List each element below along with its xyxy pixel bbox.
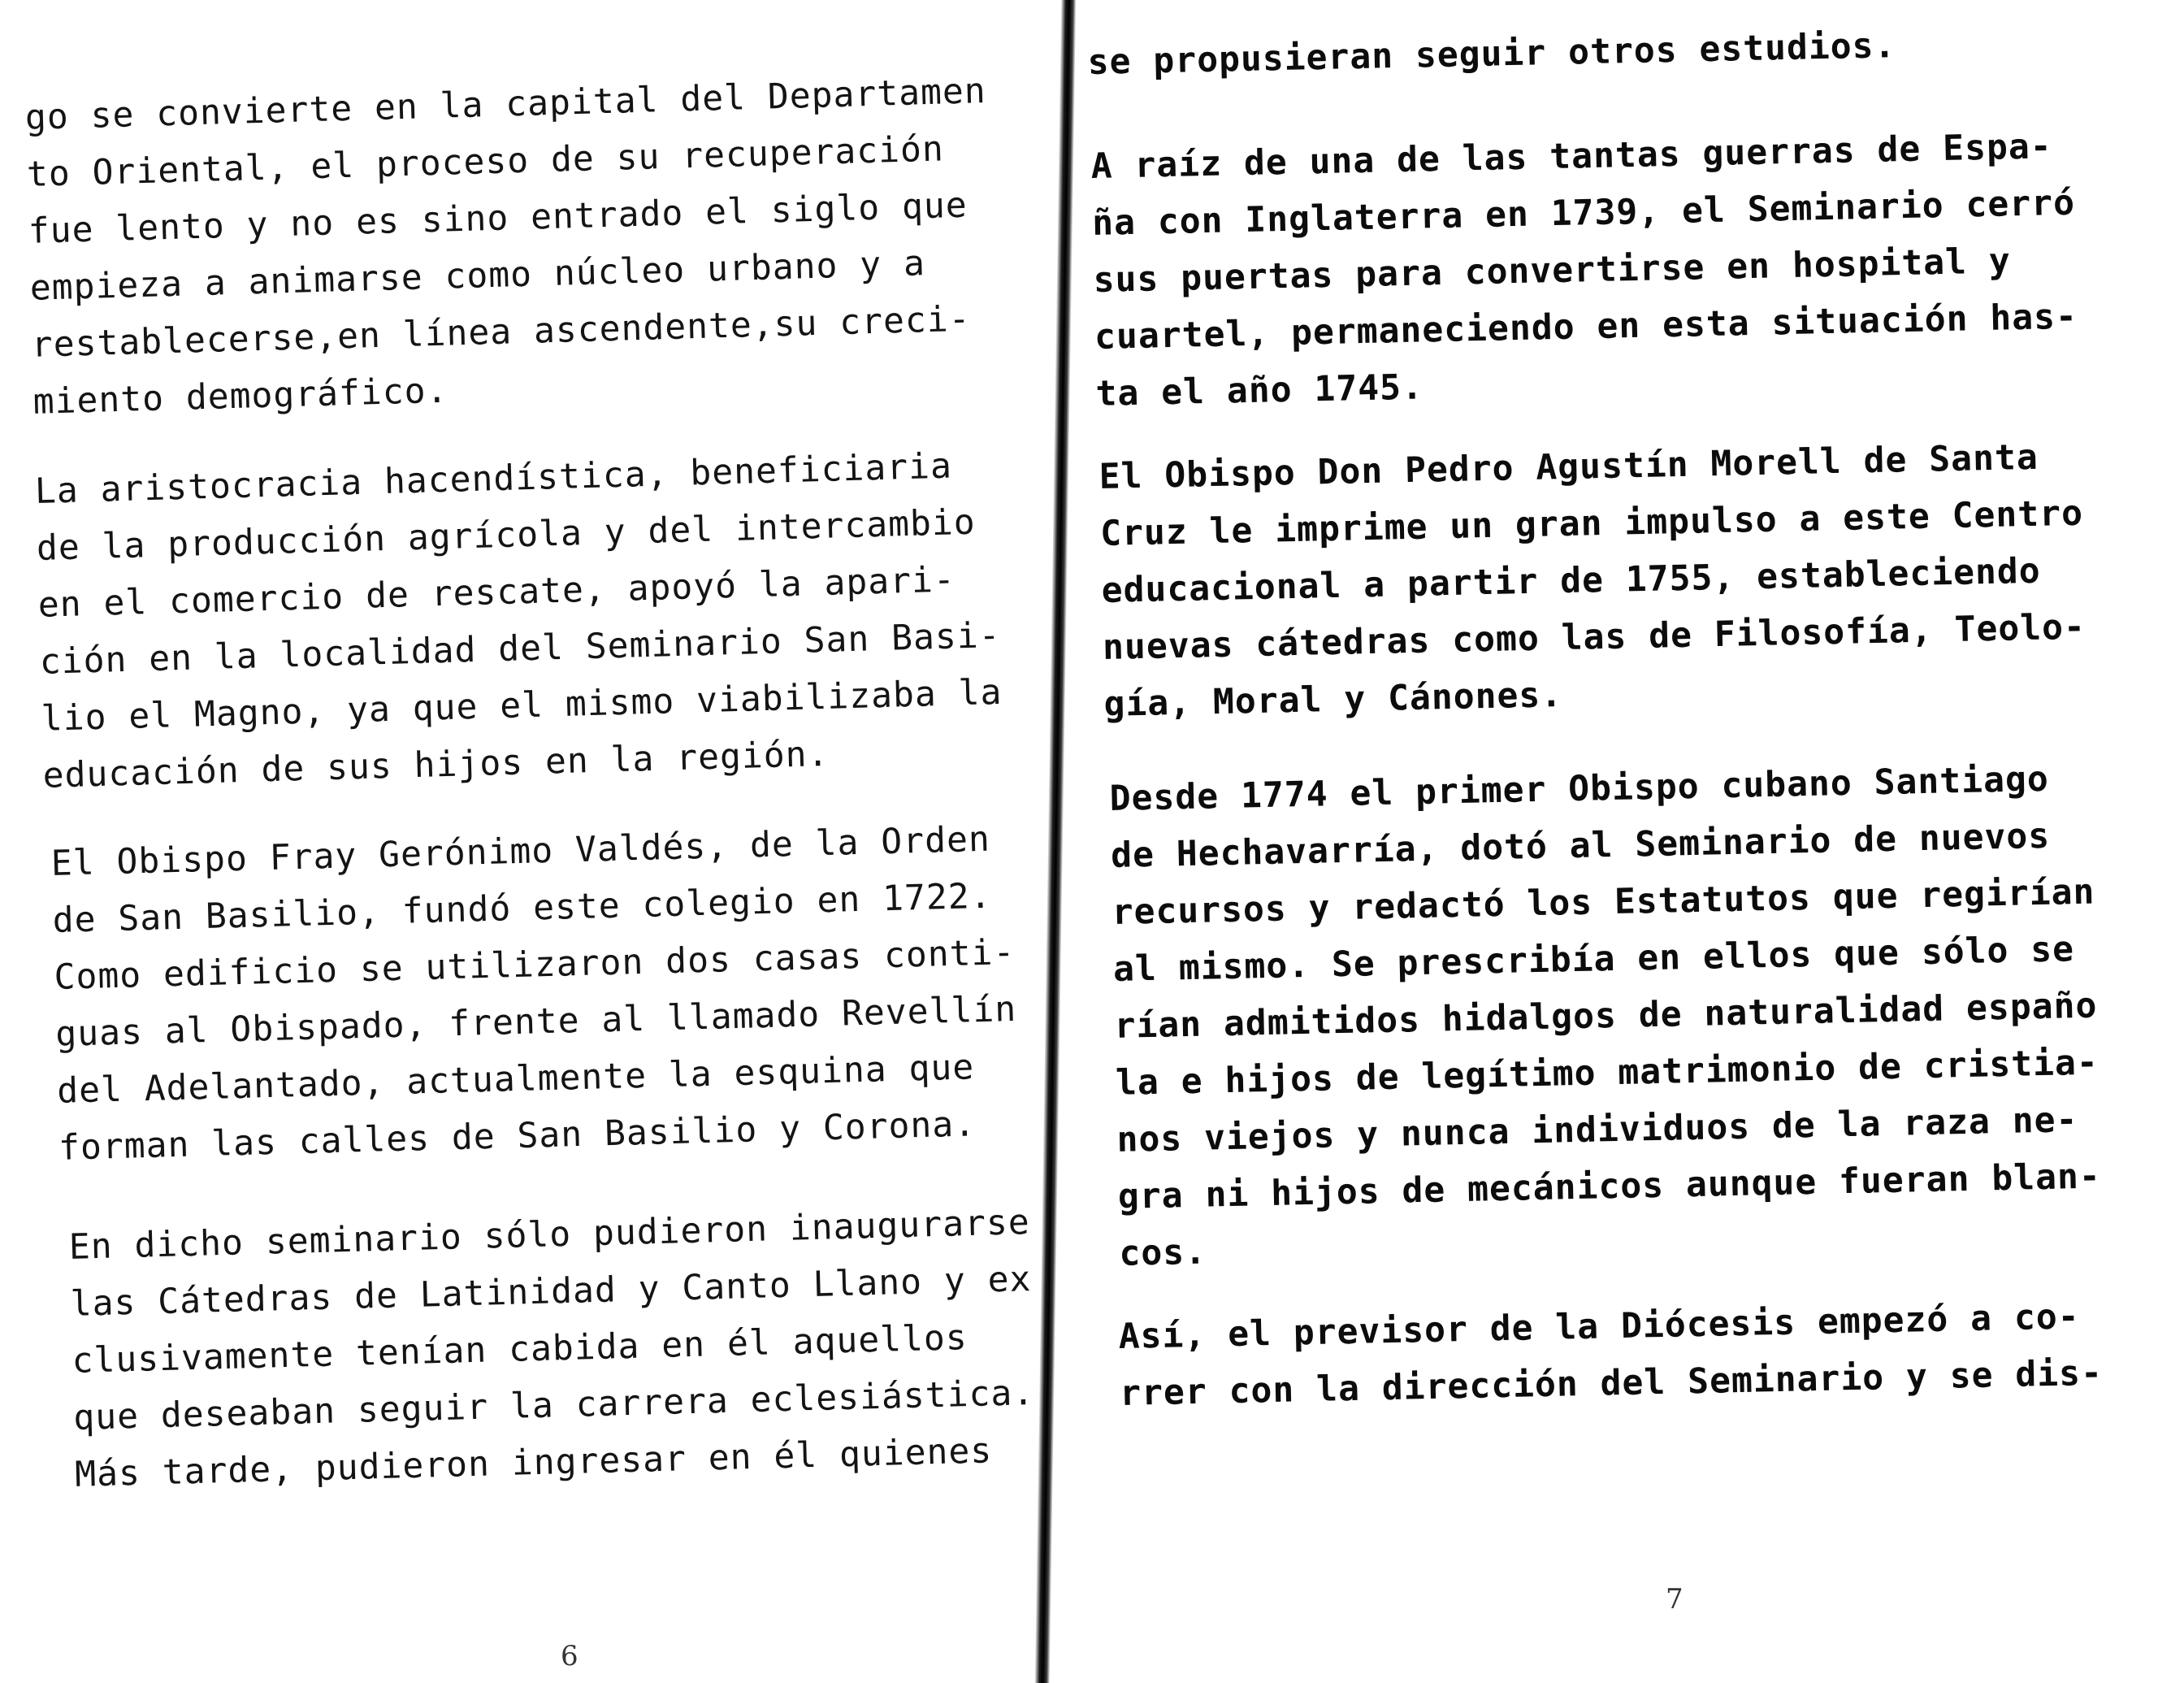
page-number: 6 [561, 1640, 578, 1672]
left-page [0, 0, 1072, 1683]
right-page [1081, 0, 2184, 1683]
paragraph: En dicho seminario sólo pudieron inaugurarse las Cátedras de Latinidad y Canto Llano y ex clusivamente tenían cabida en él aquellos que deseaban seguir la carrera eclesiástica. Más tarde, pudieron ingresar en él quienes [68, 1202, 1035, 1495]
page-number: 7 [1666, 1583, 1684, 1616]
paragraph: La aristocracia hacendística, beneficiaria de la producción agrícola y del intercambio en el comercio de rescate, apoyó la apari- ción en la localidad del Seminario San Basi- lio el Magno, ya que el mismo viabilizaba la educación de sus hijos en la región. [34, 445, 1003, 796]
paragraph: El Obispo Don Pedro Agustín Morell de Santa Cruz le imprime un gran impulso a este Centro educacional a partir de 1755, estableciendo nuevas cátedras como las de Filosofía, Teolo- gía, Moral y Cánones. [1098, 436, 2086, 725]
paragraph: Así, el previsor de la Diócesis empezó a co- rrer con la dirección del Seminario y se dis- [1118, 1296, 2104, 1414]
paragraph: se propusieran seguir otros estudios. [1087, 25, 1896, 83]
paragraph: Desde 1774 el primer Obispo cubano Santiago de Hechavarría, dotó al Seminario de nuevos recursos y redactó los Estatutos que regirían al mismo. Se prescribía en ellos que sólo se rían admitidos hidalgos de naturalidad españo la e hijos de legítimo matrimonio de cristia- nos viejos y nunca individuos de la raza ne- gra ni hijos de mecánicos aunque fueran blan- cos. [1109, 758, 2102, 1274]
paragraph: El Obispo Fray Gerónimo Valdés, de la Orden de San Basilio, fundó este colegio en 1722. Como edificio se utilizaron dos casas conti- guas al Obispado, frente al llamado Revellín del Adelantado, actualmente la esquina que forman las calles de San Basilio y Corona. [50, 818, 1017, 1169]
paragraph: go se convierte en la capital del Departamen to Oriental, el proceso de su recuperación fue lento y no es sino entrado el siglo que empieza a animarse como núcleo urbano y a restablecerse,en línea ascendente,su creci- miento demográfico. [24, 70, 987, 423]
paragraph: A raíz de una de las tantas guerras de Espa- ña con Inglaterra en 1739, el Seminario cerró sus puertas para convertirse en hospital y cuartel, permaneciendo en esta situación has- ta el año 1745. [1090, 126, 2078, 414]
